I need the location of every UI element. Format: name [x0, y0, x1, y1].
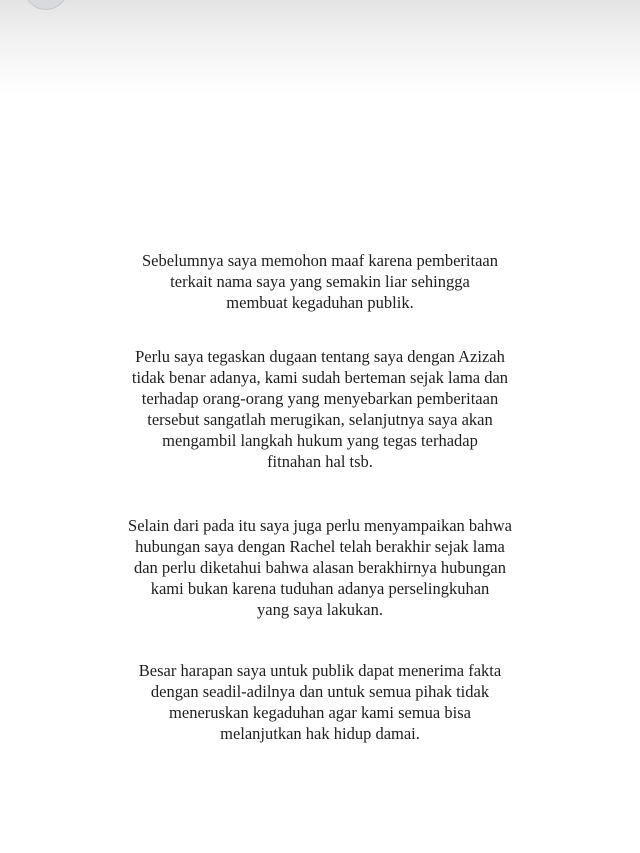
- text-line: terhadap orang-orang yang menyebarkan pemberitaan: [141, 389, 499, 408]
- text-line: mengambil langkah hukum yang tegas terhadap: [162, 431, 478, 450]
- text-line: fitnahan hal tsb.: [267, 452, 373, 471]
- text-line: meneruskan kegaduhan agar kami semua bisa: [169, 703, 471, 722]
- text-line: Perlu saya tegaskan dugaan tentang saya dengan Azizah: [135, 347, 505, 366]
- text-line: dan perlu diketahui bahwa alasan berakhirnya hubungan: [133, 558, 507, 577]
- text-line: Besar harapan saya untuk publik dapat menerima fakta: [138, 661, 502, 680]
- text-line: yang saya lakukan.: [257, 600, 383, 619]
- text-line: Sebelumnya saya memohon maaf karena pemberitaan: [142, 251, 498, 270]
- text-line: dengan seadil-adilnya dan untuk semua pihak tidak: [150, 682, 490, 701]
- paragraph-hope: [60, 660, 580, 744]
- text-line: membuat kegaduhan publik.: [226, 293, 414, 312]
- text-line: tidak benar adanya, kami sudah berteman sejak lama dan: [131, 368, 509, 387]
- text-line: kami bukan karena tuduhan adanya perselingkuhan: [150, 579, 490, 598]
- text-line: Selain dari pada itu saya juga perlu menyampaikan bahwa: [128, 516, 512, 535]
- text-line: terkait nama saya yang semakin liar sehingga: [170, 272, 470, 291]
- paragraph-apology: [60, 250, 580, 313]
- story-top-gradient: [0, 0, 640, 95]
- text-line: hubungan saya dengan Rachel telah berakhir sejak lama: [135, 537, 505, 556]
- paragraph-clarification: [60, 346, 580, 472]
- text-line: melanjutkan hak hidup damai.: [220, 724, 420, 743]
- paragraph-relationship: [60, 515, 580, 620]
- text-line: tersebut sangatlah merugikan, selanjutnya saya akan: [147, 410, 493, 429]
